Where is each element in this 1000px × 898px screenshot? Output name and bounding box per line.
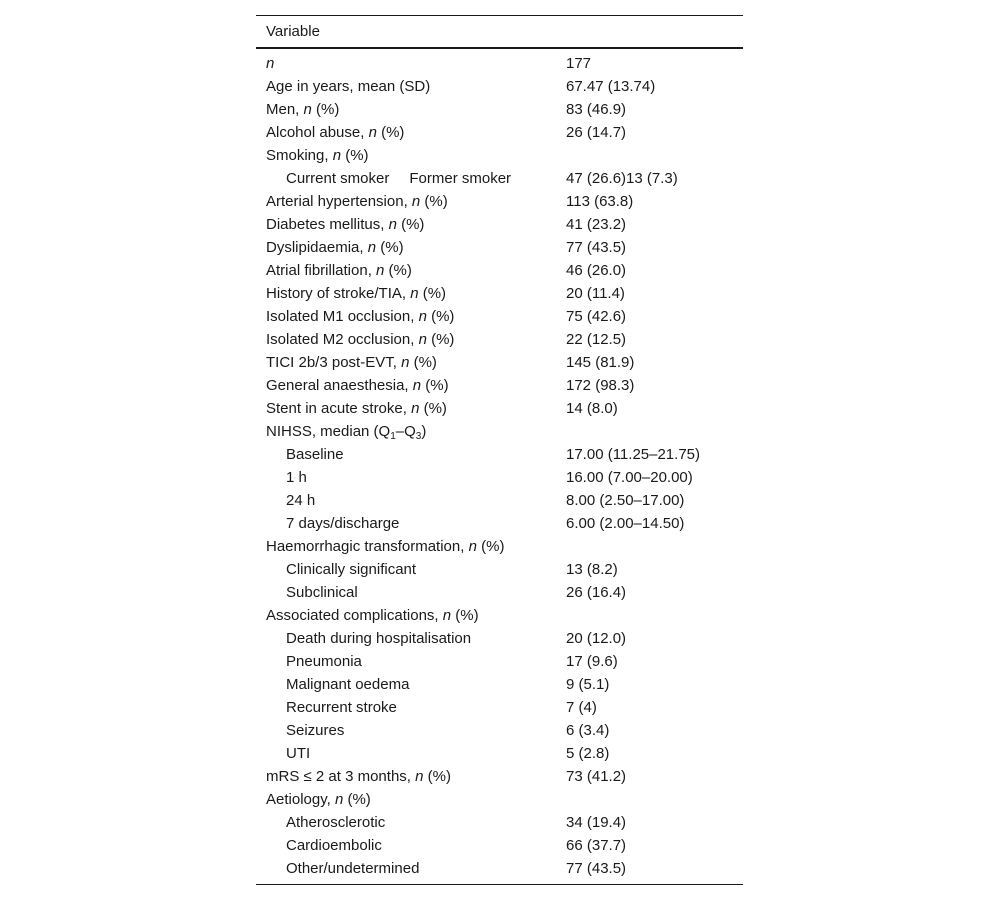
row-label-italic: n <box>412 377 422 394</box>
table-row <box>256 259 743 282</box>
row-label-text: Atherosclerotic <box>286 814 386 831</box>
row-value: 6.00 (2.00–14.50) <box>566 515 685 532</box>
row-label-text: Age in years, mean (SD) <box>266 78 431 95</box>
row-label-text: Pneumonia <box>286 653 362 670</box>
row-value: 77 (43.5) <box>566 860 627 877</box>
table-row <box>256 719 743 742</box>
row-label <box>286 650 362 673</box>
row-label <box>286 512 399 535</box>
characteristics-table <box>256 15 743 885</box>
table-row <box>256 558 743 581</box>
table-row <box>256 512 743 535</box>
row-value: 8.00 (2.50–17.00) <box>566 492 685 509</box>
row-label-suffix: (%) <box>396 216 425 233</box>
row-value: 66 (37.7) <box>566 837 627 854</box>
table-row <box>256 581 743 604</box>
table-row <box>256 627 743 650</box>
table-row <box>256 650 743 673</box>
table-row <box>256 167 743 190</box>
row-label-italic: n <box>303 101 312 118</box>
row-value: 26 (14.7) <box>566 124 627 141</box>
row-value: 47 (26.6)13 (7.3) <box>566 170 678 187</box>
row-value: 5 (2.8) <box>566 745 610 762</box>
row-label-text: Diabetes mellitus, <box>266 216 389 233</box>
table-bottom-rule <box>256 884 743 885</box>
row-label-suffix: (%) <box>409 354 437 371</box>
row-label <box>286 834 382 857</box>
row-label <box>286 719 344 742</box>
row-label <box>286 673 409 696</box>
row-value: 41 (23.2) <box>566 216 627 233</box>
row-value: 113 (63.8) <box>566 193 634 210</box>
table-row <box>256 604 743 627</box>
row-label-text: Alcohol abuse, <box>266 124 369 141</box>
row-value: 22 (12.5) <box>566 331 627 348</box>
row-label-suffix: (%) <box>384 262 412 279</box>
row-label-suffix: (%) <box>426 331 455 348</box>
row-label <box>286 167 511 190</box>
table-row <box>256 98 743 121</box>
column-header-variable: Variable <box>266 23 320 40</box>
table-row <box>256 742 743 765</box>
table-row <box>256 397 743 420</box>
row-label <box>266 765 451 788</box>
row-label <box>266 75 430 98</box>
table-row <box>256 834 743 857</box>
row-label <box>266 259 412 282</box>
row-label-italic: n <box>411 193 421 210</box>
table-row <box>256 282 743 305</box>
row-label <box>266 397 447 420</box>
table-row <box>256 374 743 397</box>
table-row <box>256 144 743 167</box>
row-label-suffix: (%) <box>418 285 447 302</box>
row-label-text: Baseline <box>286 446 344 463</box>
row-label <box>286 857 419 880</box>
row-label-text: 1 h <box>286 469 307 486</box>
row-label-text: Smoking, <box>266 147 333 164</box>
row-label <box>266 282 446 305</box>
row-label-suffix: (%) <box>423 768 451 785</box>
row-label <box>266 121 404 144</box>
row-label-dash: –Q <box>395 423 416 440</box>
row-value: 172 (98.3) <box>566 377 635 394</box>
row-label-suffix: (%) <box>421 377 449 394</box>
row-label-text: Current smoker <box>286 170 390 187</box>
row-label <box>286 443 344 466</box>
row-label <box>286 696 397 719</box>
row-label-suffix: (%) <box>343 791 371 808</box>
row-label-text: Atrial fibrillation, <box>266 262 377 279</box>
row-label-extra: Former smoker <box>409 170 512 187</box>
row-value: 67.47 (13.74) <box>566 78 656 95</box>
row-label-italic: n <box>376 262 385 279</box>
row-label <box>266 328 454 351</box>
subscript-q3: 3 <box>415 431 422 442</box>
table-row <box>256 213 743 236</box>
row-label-suffix: (%) <box>451 607 479 624</box>
row-label <box>266 305 454 328</box>
row-label-suffix: (%) <box>419 400 447 417</box>
table-row <box>256 788 743 811</box>
row-value: 6 (3.4) <box>566 722 610 739</box>
row-label-italic: n <box>368 124 377 141</box>
table-header-row <box>256 16 743 49</box>
row-label-text: Associated complications, <box>266 607 443 624</box>
row-label-text: Dyslipidaemia, <box>266 239 368 256</box>
row-label-close: ) <box>421 423 427 440</box>
row-value: 9 (5.1) <box>566 676 610 693</box>
table-row <box>256 121 743 144</box>
row-label <box>286 811 385 834</box>
row-label-italic: n <box>415 768 424 785</box>
row-value: 73 (41.2) <box>566 768 627 785</box>
table-row <box>256 673 743 696</box>
table-row <box>256 420 743 443</box>
row-value: 145 (81.9) <box>566 354 635 371</box>
row-label <box>266 236 404 259</box>
row-label <box>286 558 416 581</box>
row-label-suffix: (%) <box>376 239 404 256</box>
row-label <box>286 627 471 650</box>
row-label-suffix: (%) <box>311 101 340 118</box>
row-label <box>286 581 358 604</box>
row-label-text: Malignant oedema <box>286 676 410 693</box>
row-label-text: Death during hospitalisation <box>286 630 472 647</box>
row-label-text: Isolated M2 occlusion, <box>266 331 419 348</box>
table-row <box>256 765 743 788</box>
row-label-italic: n <box>411 400 420 417</box>
row-label-italic: n <box>468 538 477 555</box>
row-value: 7 (4) <box>566 699 597 716</box>
row-label <box>286 466 307 489</box>
row-label-text: Seizures <box>286 722 345 739</box>
row-label <box>286 742 310 765</box>
row-label-text: Haemorrhagic transformation, <box>266 538 469 555</box>
row-label-text: Cardioembolic <box>286 837 382 854</box>
row-label-text: Recurrent stroke <box>286 699 397 716</box>
row-value: 16.00 (7.00–20.00) <box>566 469 693 486</box>
row-label-italic: n <box>334 791 344 808</box>
table-row <box>256 52 743 75</box>
row-value: 26 (16.4) <box>566 584 627 601</box>
row-label-suffix: (%) <box>420 193 448 210</box>
row-label-text: Aetiology, <box>266 791 335 808</box>
row-label-text: Stent in acute stroke, <box>266 400 412 417</box>
row-value: 46 (26.0) <box>566 262 627 279</box>
row-label <box>266 52 274 75</box>
table-row <box>256 75 743 98</box>
table-row <box>256 811 743 834</box>
row-label <box>266 535 504 558</box>
row-value: 14 (8.0) <box>566 400 618 417</box>
row-label-text: Isolated M1 occlusion, <box>266 308 419 325</box>
row-label-italic: n <box>388 216 397 233</box>
table-row <box>256 535 743 558</box>
table-row <box>256 190 743 213</box>
table-row <box>256 305 743 328</box>
row-label <box>266 604 479 627</box>
row-label <box>266 374 449 397</box>
row-label <box>266 98 339 121</box>
table-row <box>256 489 743 512</box>
row-value: 20 (11.4) <box>566 285 625 302</box>
row-label <box>266 420 426 443</box>
row-label-text: Subclinical <box>286 584 358 601</box>
row-value: 20 (12.0) <box>566 630 627 647</box>
row-label-text: mRS ≤ 2 at 3 months, <box>266 768 416 785</box>
row-label-text: Other/undetermined <box>286 860 420 877</box>
table-row <box>256 857 743 880</box>
table-row <box>256 351 743 374</box>
row-label-italic: n <box>332 147 342 164</box>
row-label <box>286 489 315 512</box>
row-label <box>266 213 424 236</box>
row-label-italic: n <box>418 331 427 348</box>
table-row <box>256 328 743 351</box>
row-label <box>266 144 369 167</box>
table-row <box>256 443 743 466</box>
row-label-text: 7 days/discharge <box>286 515 400 532</box>
row-value: 75 (42.6) <box>566 308 627 325</box>
row-value: 77 (43.5) <box>566 239 627 256</box>
row-label-text: History of stroke/TIA, <box>266 285 411 302</box>
row-label <box>266 788 371 811</box>
row-value: 83 (46.9) <box>566 101 627 118</box>
row-label-text: Men, <box>266 101 304 118</box>
row-label-italic: n <box>418 308 427 325</box>
table-row <box>256 466 743 489</box>
row-label <box>266 351 437 374</box>
row-label-text: Clinically significant <box>286 561 417 578</box>
table-row <box>256 236 743 259</box>
row-value: 17.00 (11.25–21.75) <box>566 446 700 463</box>
row-label-text: NIHSS, median (Q <box>266 423 391 440</box>
row-label-text: 24 h <box>286 492 316 509</box>
row-label-suffix: (%) <box>341 147 369 164</box>
row-label-italic: n <box>442 607 452 624</box>
row-label-text: General anaesthesia, <box>266 377 413 394</box>
table-body <box>256 49 743 880</box>
row-value: 177 <box>566 55 592 72</box>
row-label-italic: n <box>367 239 377 256</box>
row-label-text: TICI 2b/3 post-EVT, <box>266 354 402 371</box>
subscript-q1: 1 <box>390 431 396 442</box>
row-label-italic: n <box>266 55 275 72</box>
row-value: 13 (8.2) <box>566 561 618 578</box>
row-label-suffix: (%) <box>476 538 505 555</box>
row-label-text: UTI <box>286 745 311 762</box>
row-label-suffix: (%) <box>376 124 405 141</box>
row-label-text: Arterial hypertension, <box>266 193 412 210</box>
row-value: 17 (9.6) <box>566 653 618 670</box>
row-value: 34 (19.4) <box>566 814 627 831</box>
row-label-italic: n <box>401 354 410 371</box>
table-row <box>256 696 743 719</box>
row-label <box>266 190 448 213</box>
row-label-suffix: (%) <box>426 308 455 325</box>
row-label-italic: n <box>410 285 419 302</box>
